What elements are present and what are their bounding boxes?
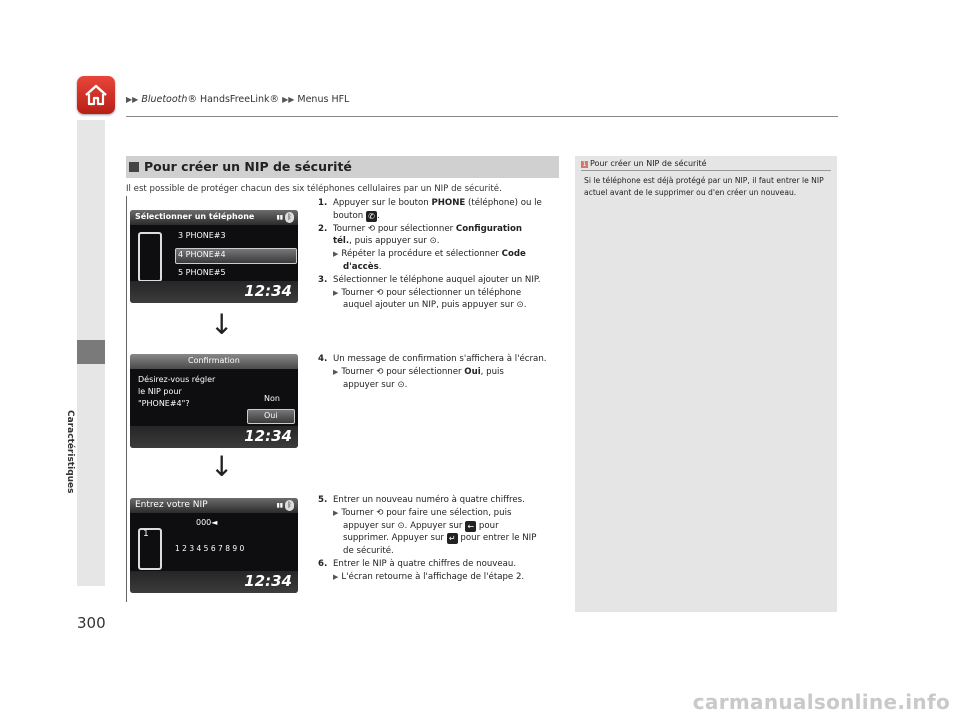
screen-select-phone (130, 210, 298, 303)
flow-arrow-icon: ↓ (210, 450, 234, 483)
enter-button-icon: ↵ (447, 533, 458, 544)
step-text: auquel ajouter un NIP, puis appuyer sur (343, 300, 514, 311)
chapter-tab-bottom (77, 364, 105, 586)
note-icon: 1 (582, 161, 587, 168)
chapter-tab-top (77, 120, 105, 340)
knob-rotate-icon: ⟲ (376, 507, 384, 518)
digit-keypad[interactable]: 1234567890 (175, 544, 247, 553)
screen-title: Confirmation (188, 356, 240, 365)
screen-title-bar (130, 210, 298, 225)
step-text: Tourner (341, 287, 374, 298)
screen-title: Entrez votre NIP (135, 500, 208, 510)
note-title (581, 159, 707, 168)
step-bold: Oui (464, 366, 481, 377)
sub-arrow-icon: ▶ (333, 250, 339, 259)
chapter-tab-active[interactable] (77, 340, 105, 364)
sub-arrow-icon: ▶ (333, 508, 339, 517)
step-text: pour faire une sélection, puis (386, 507, 512, 518)
step-number: 2. (318, 223, 328, 234)
note-rule (581, 170, 831, 171)
breadcrumb-item-bluetooth[interactable]: Bluetooth (141, 94, 188, 105)
sub-arrow-icon: ▶ (333, 367, 339, 376)
pin-entry-value[interactable]: 000◄ (196, 518, 218, 527)
sub-arrow-icon: ▶ (333, 288, 339, 297)
clock: 12:34 (244, 572, 292, 590)
screen-title: Sélectionner un téléphone (135, 212, 255, 221)
breadcrumb-arrow-icon: ▶▶ (126, 95, 139, 104)
step-text: Entrer un nouveau numéro à quatre chiffres. (333, 495, 525, 505)
confirm-question-line: "PHONE#4"? (138, 399, 190, 408)
knob-press-icon: ⊙ (429, 236, 437, 247)
breadcrumb-arrow-icon: ▶▶ (282, 95, 295, 104)
step-text: bouton (333, 210, 364, 221)
screen-enter-pin (130, 498, 298, 593)
section-header (126, 156, 559, 178)
knob-rotate-icon: ⟲ (367, 223, 376, 234)
status-icons: ▮▮ ᛒ (276, 500, 294, 511)
step-text: Entrer le NIP à quatre chiffres de nouveau. (333, 558, 517, 569)
step-text: supprimer. Appuyer sur (343, 533, 444, 544)
menu-item[interactable]: 5 PHONE#5 (178, 268, 226, 277)
note-panel (575, 156, 837, 612)
step-text: Tourner (341, 507, 374, 518)
steps-group-3 (318, 494, 560, 584)
step-number: 4. (318, 354, 328, 364)
step-text: L'écran retourne à l'affichage de l'étape 2. (341, 571, 525, 582)
step-text: Un message de confirmation s'affichera à l'écran. (333, 354, 547, 364)
step-text: Répéter la procédure et sélectionner (341, 249, 499, 260)
note-title-text: Pour créer un NIP de sécurité (590, 159, 707, 168)
step-number: 1. (318, 198, 328, 208)
breadcrumb-item-menus[interactable]: Menus HFL (297, 94, 350, 105)
breadcrumb (126, 94, 349, 105)
step-bold: PHONE (431, 198, 466, 208)
screens-rule (126, 196, 127, 602)
step-text: pour (478, 520, 499, 531)
step-number: 5. (318, 495, 328, 505)
header-rule (126, 116, 838, 117)
steps-group-2: 4. Un message de confirmation s'affichera à l'écran. ▶ Tourner ⟲ pour sélectionner Oui, puis appuyer sur ⊙. (318, 354, 547, 390)
bluetooth-icon: ᛒ (285, 500, 294, 511)
chapter-label: Caractéristiques (65, 410, 75, 494)
step-text: (téléphone) ou le (465, 198, 542, 208)
screen-title-bar (130, 354, 298, 369)
sub-arrow-icon: ▶ (333, 572, 339, 581)
step-number: 6. (318, 558, 328, 569)
phone-icon (138, 232, 162, 282)
screen-confirmation (130, 354, 298, 448)
status-icons: ▮▮ ᛒ (276, 212, 294, 223)
menu-item-selected[interactable]: 4 PHONE#4 (178, 250, 226, 259)
section-title: Pour créer un NIP de sécurité (144, 159, 352, 174)
steps-group-1: 1. Appuyer sur le bouton PHONE (téléphone) ou le bouton ✆ . 2. Tourner ⟲ pour sélectionner Configuration tél., puis appuyer sur ⊙. ▶ Répéter la procédure et sélectionner Code d'accès. 3. Sélectionner le téléphone auquel ajouter un NIP. ▶ Tourner ⟲ pour sélectionner un téléphone auquel ajouter un NIP, puis appuyer sur ⊙. (318, 198, 542, 311)
step-text: Sélectionner le téléphone auquel ajouter un NIP. (333, 274, 541, 285)
phone-line-number: 1 (143, 529, 149, 539)
step-text: de sécurité. (343, 546, 394, 557)
clock: 12:34 (244, 427, 292, 445)
clock: 12:34 (244, 282, 292, 300)
step-bold: Configuration (455, 223, 522, 234)
phone-button-icon: ✆ (366, 211, 377, 222)
phone-lock-icon (138, 528, 162, 570)
step-text: Appuyer sur le bouton (333, 198, 432, 208)
note-body: Si le téléphone est déjà protégé par un NIP, il faut entrer le NIP actuel avant de le supprimer ou d'en créer un nouveau. (584, 176, 824, 197)
step-text: appuyer sur (343, 520, 395, 531)
home-icon (83, 82, 109, 108)
step-text: pour sélectionner un téléphone (386, 287, 522, 298)
step-text: , puis (480, 366, 504, 377)
screen-title-bar (130, 498, 298, 513)
step-text: , puis appuyer sur (349, 236, 427, 247)
menu-item[interactable]: 3 PHONE#3 (178, 231, 226, 240)
knob-rotate-icon: ⟲ (376, 287, 384, 298)
breadcrumb-item-hfl[interactable]: ® HandsFreeLink® (187, 94, 280, 105)
confirm-question-line: le NIP pour (138, 387, 182, 396)
step-text: Tourner (333, 223, 366, 234)
step-bold: tél. (333, 236, 350, 247)
home-button[interactable] (77, 76, 115, 114)
knob-press-icon: ⊙ (397, 379, 405, 390)
knob-press-icon: ⊙ (397, 520, 405, 531)
step-text: . Appuyer sur (404, 520, 463, 531)
step-text: pour entrer le NIP (460, 533, 537, 544)
step-bold: Code (501, 249, 526, 260)
step-text: appuyer sur (343, 379, 395, 390)
bluetooth-icon: ᛒ (285, 212, 294, 223)
option-no[interactable]: Non (264, 394, 280, 403)
knob-press-icon: ⊙ (516, 300, 524, 311)
step-text: pour sélectionner (377, 223, 454, 234)
knob-rotate-icon: ⟲ (376, 366, 384, 377)
confirm-question-line: Désirez-vous régler (138, 375, 216, 384)
watermark: carmanualsonline.info (692, 690, 950, 714)
section-intro: Il est possible de protéger chacun des six téléphones cellulaires par un NIP de sécurité. (126, 184, 502, 194)
step-text: pour sélectionner (386, 366, 462, 377)
step-bold: d'accès (343, 261, 379, 272)
step-number: 3. (318, 274, 328, 285)
step-text: Tourner (341, 366, 374, 377)
section-square-icon (129, 162, 139, 172)
back-button-icon: ← (465, 521, 476, 532)
flow-arrow-icon: ↓ (210, 308, 234, 341)
page-number: 300 (77, 614, 106, 632)
option-yes[interactable]: Oui (264, 411, 278, 420)
